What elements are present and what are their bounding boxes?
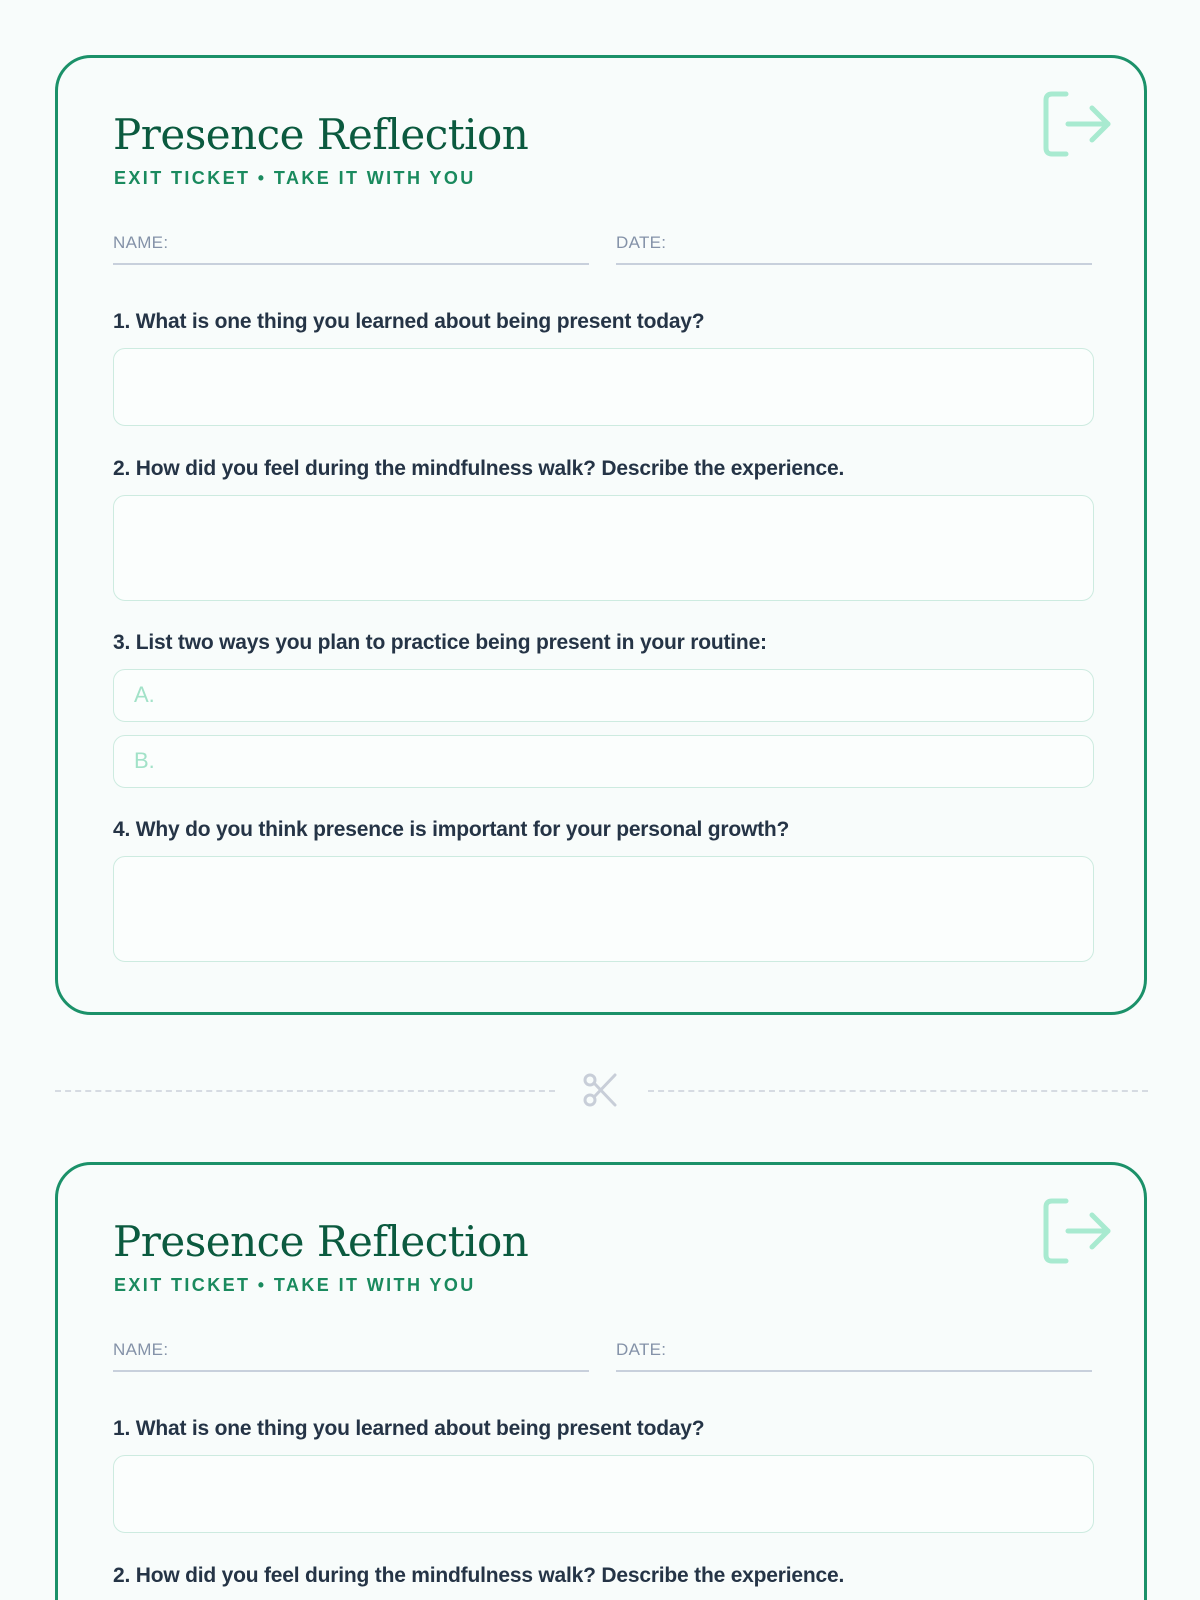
cut-line-left — [55, 1090, 555, 1092]
question-1: 1. What is one thing you learned about being present today? — [113, 310, 705, 333]
date-label: DATE: — [616, 233, 667, 252]
scissors-icon — [582, 1072, 618, 1108]
exit-icon — [1040, 88, 1112, 160]
exit-ticket-1 — [55, 55, 1147, 1015]
answer-line-b[interactable] — [113, 735, 1094, 788]
answer-line-a[interactable] — [113, 669, 1094, 722]
answer-box-1[interactable] — [113, 1455, 1094, 1533]
name-label: NAME: — [113, 233, 169, 252]
line-label-b: B. — [134, 748, 155, 773]
question-2: 2. How did you feel during the mindfulness walk? Describe the experience. — [113, 1564, 845, 1587]
answer-box-1[interactable] — [113, 348, 1094, 426]
ticket-title: Presence Reflection — [113, 110, 529, 159]
name-label: NAME: — [113, 1340, 169, 1359]
ticket-title: Presence Reflection — [113, 1217, 529, 1266]
name-field[interactable] — [113, 1340, 589, 1372]
date-label: DATE: — [616, 1340, 667, 1359]
ticket-subtitle: EXIT TICKET • TAKE IT WITH YOU — [114, 1275, 476, 1295]
question-3: 3. List two ways you plan to practice being present in your routine: — [113, 631, 767, 654]
line-label-a: A. — [134, 682, 155, 707]
question-1: 1. What is one thing you learned about being present today? — [113, 1417, 705, 1440]
name-field[interactable] — [113, 233, 589, 265]
date-field[interactable] — [616, 233, 1092, 265]
question-4: 4. Why do you think presence is important for your personal growth? — [113, 818, 790, 841]
exit-icon — [1040, 1195, 1112, 1267]
answer-box-4[interactable] — [113, 856, 1094, 962]
question-2: 2. How did you feel during the mindfulness walk? Describe the experience. — [113, 457, 845, 480]
date-field[interactable] — [616, 1340, 1092, 1372]
exit-ticket-2 — [55, 1162, 1147, 1600]
answer-box-2[interactable] — [113, 495, 1094, 601]
cut-line-right — [648, 1090, 1148, 1092]
ticket-subtitle: EXIT TICKET • TAKE IT WITH YOU — [114, 168, 476, 188]
